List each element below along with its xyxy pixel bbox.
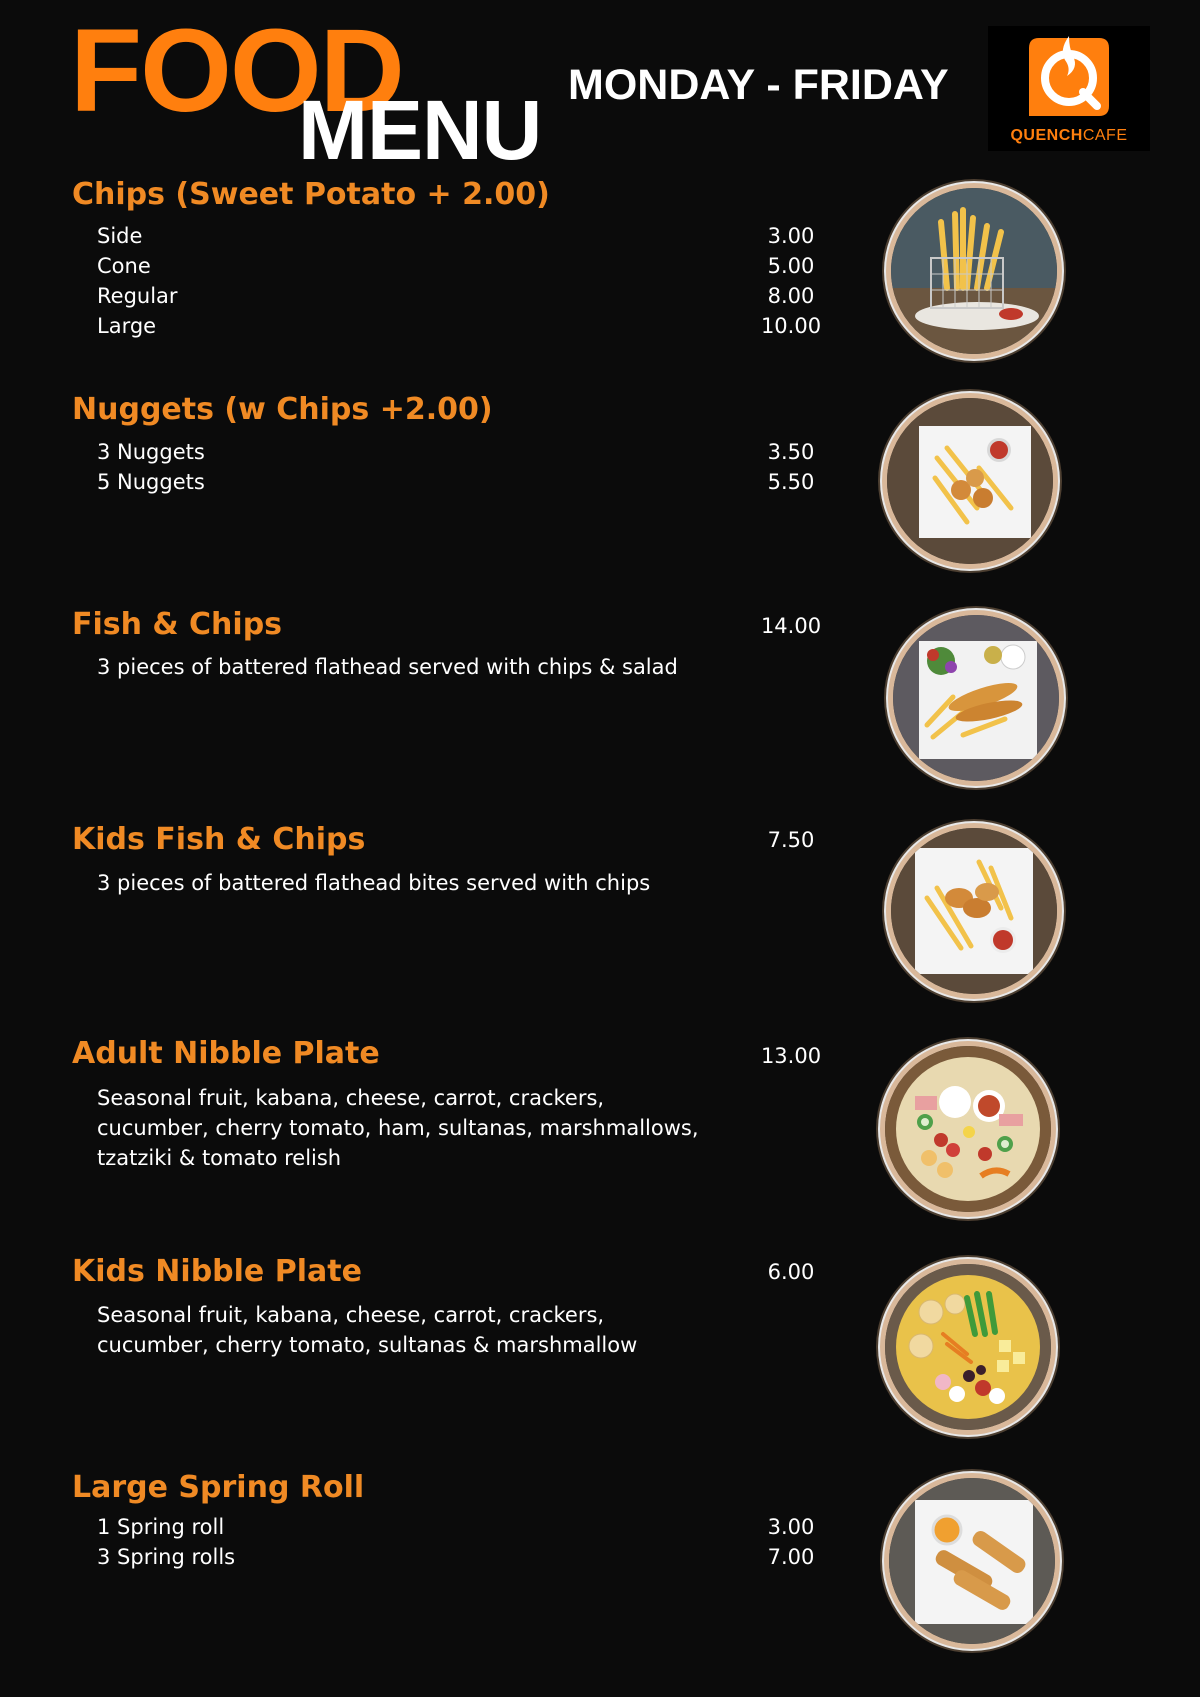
item-description [97, 1300, 737, 1360]
description-line: tzatziki & tomato relish [97, 1146, 342, 1170]
section-adult-nibble-plate [72, 1036, 832, 1170]
list-item [97, 1512, 815, 1542]
nuggets-plate-photo [882, 393, 1058, 569]
list-item [97, 281, 815, 311]
item-name: Large [97, 314, 157, 338]
quench-cafe-logo [988, 26, 1150, 151]
item-price: 5.00 [767, 254, 815, 278]
item-price: 5.50 [767, 470, 815, 494]
chips-basket-photo [886, 183, 1062, 359]
section-title: Kids Nibble Plate [72, 1254, 362, 1289]
description-line: cucumber, cherry tomato, sultanas & marshmallow [97, 1333, 638, 1357]
title-food: FOOD [70, 5, 403, 137]
section-kids-fish-and-chips [72, 822, 832, 895]
item-name: 3 Spring rolls [97, 1545, 236, 1569]
section-large-spring-roll [72, 1470, 832, 1569]
logo-text: QUENCHCAFE [1010, 127, 1128, 144]
item-price: 6.00 [767, 1260, 815, 1284]
item-name: 5 Nuggets [97, 470, 205, 494]
item-price: 8.00 [767, 284, 815, 308]
logo-icon [1021, 32, 1117, 124]
section-title: Nuggets (w Chips +2.00) [72, 392, 493, 427]
kids-fish-and-chips-photo [886, 823, 1062, 999]
item-name: Side [97, 224, 143, 248]
section-title: Large Spring Roll [72, 1470, 365, 1505]
item-description [97, 1083, 737, 1173]
list-item [97, 311, 822, 341]
adult-nibble-plate-photo [880, 1041, 1056, 1217]
item-description: 3 pieces of battered flathead served with chips & salad [97, 655, 678, 679]
list-item [97, 221, 815, 251]
days-label: MONDAY - FRIDAY [568, 61, 949, 109]
section-title: Chips (Sweet Potato + 2.00) [72, 177, 550, 212]
item-price: 10.00 [760, 314, 822, 338]
item-name: 3 Nuggets [97, 440, 205, 464]
item-price: 7.00 [767, 1545, 815, 1569]
section-fish-and-chips [72, 607, 832, 679]
section-chips [72, 177, 832, 338]
section-title: Adult Nibble Plate [72, 1036, 380, 1071]
item-name: Regular [97, 284, 178, 308]
section-title: Fish & Chips [72, 607, 283, 642]
item-name: 1 Spring roll [97, 1515, 225, 1539]
spring-rolls-photo [884, 1473, 1060, 1649]
item-description: 3 pieces of battered flathead bites served with chips [97, 871, 651, 895]
item-price: 7.50 [767, 828, 815, 852]
item-price: 3.00 [767, 1515, 815, 1539]
list-item [97, 251, 815, 281]
section-nuggets [72, 392, 832, 494]
list-item [97, 1542, 815, 1572]
section-title: Kids Fish & Chips [72, 822, 366, 857]
item-price: 3.00 [767, 224, 815, 248]
item-name: Cone [97, 254, 151, 278]
title-menu: MENU [298, 83, 542, 177]
kids-nibble-plate-photo [880, 1259, 1056, 1435]
section-kids-nibble-plate [72, 1254, 832, 1357]
description-line: Seasonal fruit, kabana, cheese, carrot, crackers, [97, 1303, 605, 1327]
item-price: 13.00 [760, 1044, 822, 1068]
item-price: 14.00 [760, 614, 822, 638]
item-price: 3.50 [767, 440, 815, 464]
list-item [97, 437, 815, 467]
fish-and-chips-photo [888, 610, 1064, 786]
description-line: cucumber, cherry tomato, ham, sultanas, marshmallows, [97, 1116, 699, 1140]
list-item [97, 467, 815, 497]
description-line: Seasonal fruit, kabana, cheese, carrot, crackers, [97, 1086, 605, 1110]
